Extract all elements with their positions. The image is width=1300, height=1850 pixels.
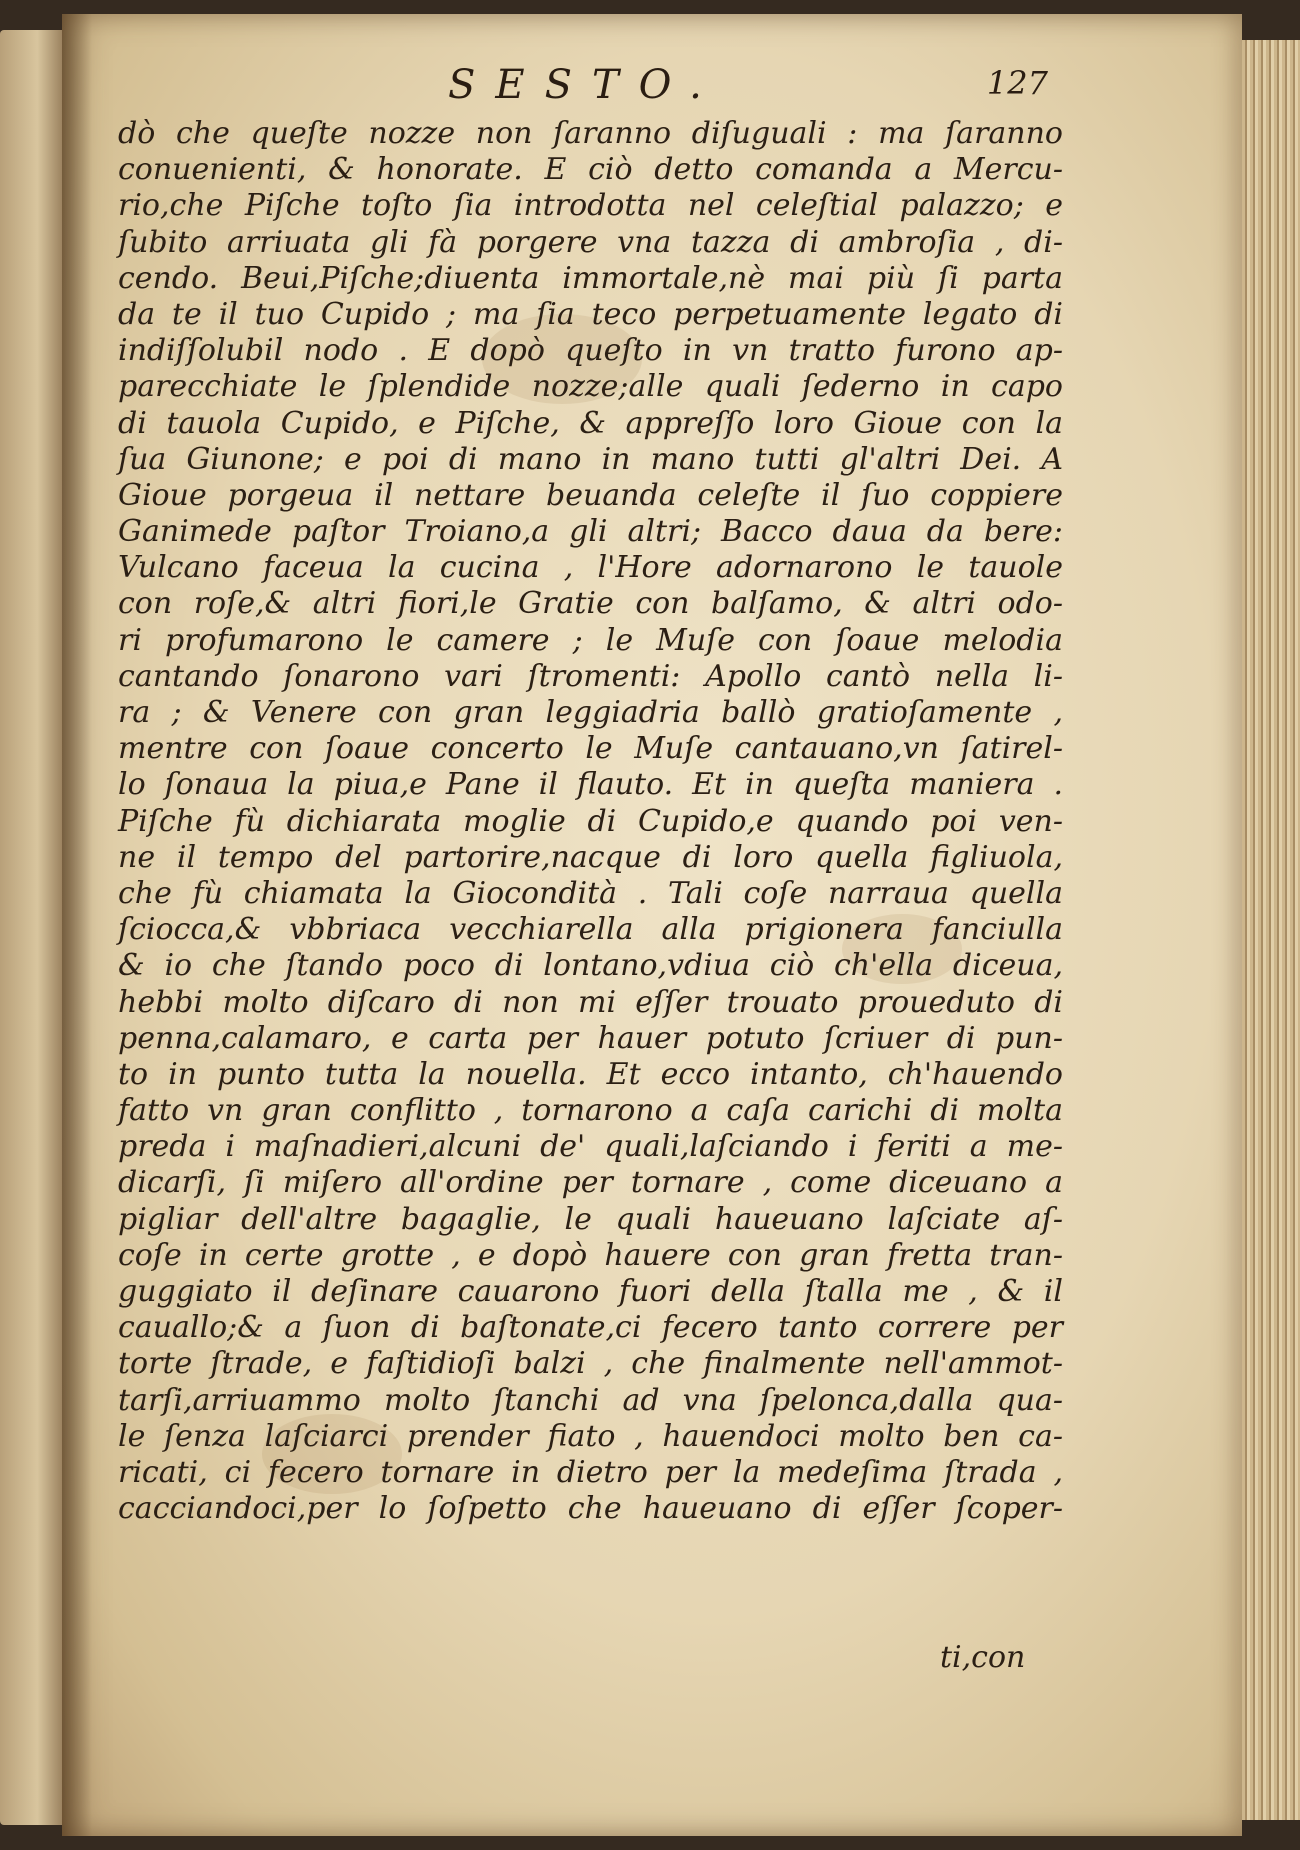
- text-line: dicarſi, ſi miſero all'ordine per tornare , come diceuano a: [118, 1165, 1063, 1201]
- text-line: conuenienti, & honorate. E ciò detto comanda a Mercu-: [118, 152, 1063, 188]
- text-line: ricati, ci fecero tornare in dietro per la medeſima ſtrada ,: [118, 1454, 1063, 1490]
- text-line: torte ſtrade, e faſtidioſi balzi , che finalmente nell'ammot-: [118, 1346, 1063, 1382]
- text-line: pigliar dell'altre bagaglie, le quali haueuano laſciate aſ-: [118, 1201, 1063, 1237]
- text-line: cacciandoci,per lo ſoſpetto che haueuano di eſſer ſcoper-: [118, 1491, 1063, 1527]
- text-line: guggiato il deſinare cauarono fuori della ſtalla me , & il: [118, 1274, 1063, 1309]
- text-line: Ganimede paſtor Troiano,a gli altri; Bacco daua da bere:: [118, 514, 1063, 550]
- page-number: 127: [986, 64, 1048, 102]
- gutter-shadow: [62, 14, 92, 1836]
- text-line: & io che ſtando poco di lontano,vdiua ciò ch'ella diceua,: [118, 948, 1063, 984]
- text-line: Vulcano faceua la cucina , l'Hore adornarono le tauole: [118, 550, 1063, 586]
- text-line: ſua Giunone; e poi di mano in mano tutti gl'altri Dei. A: [118, 441, 1063, 477]
- text-line: coſe in certe grotte , e dopò hauere con gran fretta tran-: [118, 1237, 1063, 1273]
- running-head: SESTO.: [448, 62, 722, 108]
- text-line: mentre con ſoaue concerto le Muſe cantauano,vn ſatirel-: [118, 731, 1063, 767]
- text-line: to in punto tutta la nouella. Et ecco intanto, ch'hauendo: [118, 1056, 1063, 1092]
- left-page-edge: [0, 30, 62, 1825]
- page-edges: [1242, 40, 1300, 1820]
- text-line: cendo. Beui,Piſche;diuenta immortale,nè mai più ſi parta: [118, 260, 1063, 296]
- text-line: tarſi,arriuammo molto ſtanchi ad vna ſpelonca,dalla qua-: [118, 1382, 1063, 1418]
- text-line: Piſche fù dichiarata moglie di Cupido,e quando poi ven-: [118, 803, 1063, 839]
- text-line: di tauola Cupido, e Piſche, & appreſſo loro Gioue con la: [118, 405, 1063, 441]
- text-line: che fù chiamata la Giocondità . Tali coſe narraua quella: [118, 875, 1063, 911]
- text-line: ne il tempo del partorire,nacque di loro quella figliuola,: [118, 839, 1063, 875]
- text-line: cantando ſonarono vari ſtromenti: Apollo cantò nella li-: [118, 658, 1063, 694]
- text-line: penna,calamaro, e carta per hauer potuto ſcriuer di pun-: [118, 1020, 1063, 1056]
- body-text: [118, 116, 1063, 1527]
- catchword: ti,con: [940, 1640, 1026, 1675]
- text-line: ſciocca,& vbbriaca vecchiarella alla prigionera fanciulla: [118, 912, 1063, 948]
- text-line: rio,che Piſche toſto ſia introdotta nel celeſtial palazzo; e: [118, 188, 1063, 224]
- text-line: dò che queſte nozze non ſaranno diſuguali : ma ſaranno: [118, 116, 1063, 151]
- text-line: indiſſolubil nodo . E dopò queſto in vn tratto furono ap-: [118, 333, 1063, 369]
- text-line: ri profumarono le camere ; le Muſe con ſoaue melodia: [118, 622, 1063, 658]
- text-line: cauallo;& a ſuon di baſtonate,ci fecero tanto correre per: [118, 1310, 1063, 1346]
- text-line: fatto vn gran conflitto , tornarono a caſa carichi di molta: [118, 1093, 1063, 1129]
- text-line: ſubito arriuata gli fà porgere vna tazza di ambroſia , di-: [118, 224, 1063, 260]
- text-line: ra ; & Venere con gran leggiadria ballò gratioſamente ,: [118, 695, 1063, 730]
- text-line: hebbi molto diſcaro di non mi eſſer trouato proueduto di: [118, 984, 1063, 1020]
- text-line: con roſe,& altri fiori,le Gratie con balſamo, & altri odo-: [118, 586, 1063, 622]
- text-line: parecchiate le ſplendide nozze;alle quali ſederno in capo: [118, 369, 1063, 405]
- page-header: [118, 62, 1048, 122]
- text-line: preda i maſnadieri,alcuni de' quali,laſciando i feriti a me-: [118, 1129, 1063, 1165]
- text-line: le ſenza laſciarci prender fiato , hauendoci molto ben ca-: [118, 1418, 1063, 1454]
- text-line: lo ſonaua la piua,e Pane il flauto. Et in queſta maniera .: [118, 767, 1063, 803]
- text-line: da te il tuo Cupido ; ma ſia teco perpetuamente legato di: [118, 296, 1063, 332]
- text-line: Gioue porgeua il nettare beuanda celeſte il ſuo coppiere: [118, 477, 1063, 513]
